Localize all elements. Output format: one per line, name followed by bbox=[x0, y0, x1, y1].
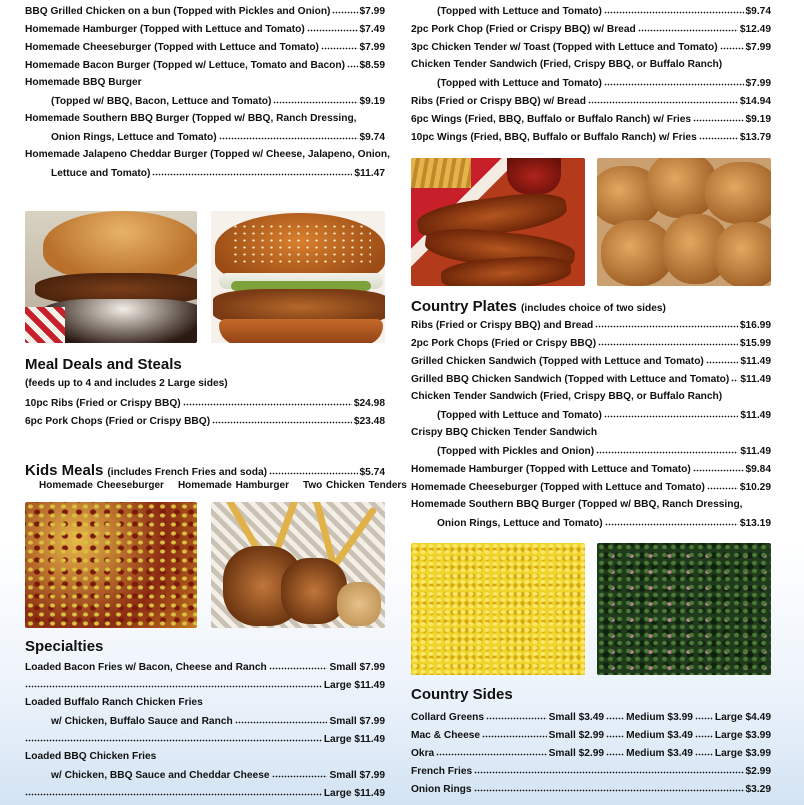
menu-item: 2pc Pork Chops (Fried or Crispy BBQ) $15.99 bbox=[411, 334, 771, 352]
menu-item: Homemade Jalapeno Cheddar Burger (Topped w/ Cheese, Jalapeno, Onion, bbox=[25, 149, 390, 160]
menu-item: Homemade BBQ Burger bbox=[25, 77, 142, 88]
kids-meals-header: Kids Meals (includes French Fries and soda) $5.74 bbox=[25, 460, 385, 482]
menu-item: 10pc Ribs (Fried or Crispy BBQ) $24.98 bbox=[25, 394, 385, 412]
menu-item: (Topped w/ BBQ, Bacon, Lettuce and Tomato) $9.19 bbox=[25, 92, 385, 110]
mac-and-cheese-photo bbox=[411, 543, 585, 675]
menu-item: Homemade Hamburger (Topped with Lettuce and Tomato) $9.84 bbox=[411, 460, 771, 478]
menu-item: Ribs (Fried or Crispy BBQ) w/ Bread $14.94 bbox=[411, 92, 771, 110]
menu-item: 6pc Pork Chops (Fried or Crispy BBQ) $23.48 bbox=[25, 412, 385, 430]
menu-item: 3pc Chicken Tender w/ Toast (Topped with Lettuce and Tomato) $7.99 bbox=[411, 38, 771, 56]
menu-item: 6pc Wings (Fried, BBQ, Buffalo or Buffalo Ranch) w/ Fries $9.19 bbox=[411, 110, 771, 128]
chicken-and-fries-photo bbox=[211, 502, 385, 628]
menu-item: Homemade Bacon Burger (Topped w/ Lettuce, Tomato and Bacon) $8.59 bbox=[25, 56, 385, 74]
menu-item: Grilled Chicken Sandwich (Topped with Lettuce and Tomato) $11.49 bbox=[411, 352, 771, 370]
menu-item: Loaded BBQ Chicken Fries bbox=[25, 751, 157, 762]
menu-item: Chicken Tender Sandwich (Fried, Crispy BBQ, or Buffalo Ranch) bbox=[411, 59, 723, 70]
menu-item: Onion Rings, Lettuce and Tomato) $13.19 bbox=[411, 514, 771, 532]
menu-item: BBQ Grilled Chicken on a bun (Topped with Pickles and Onion) $7.99 bbox=[25, 2, 385, 20]
section-sub: (includes choice of two sides) bbox=[521, 303, 666, 314]
menu-item: Large $11.49 bbox=[25, 784, 385, 802]
menu-item: (Topped with Lettuce and Tomato) $7.99 bbox=[411, 74, 771, 92]
kids-meal-options: Homemade Cheeseburger Homemade Hamburger Two Chicken Tenders bbox=[39, 480, 407, 491]
menu-item: Loaded Bacon Fries w/ Bacon, Cheese and Ranch Small $7.99 bbox=[25, 658, 385, 676]
bacon-fries-photo bbox=[25, 502, 197, 628]
menu-item: Homemade Southern BBQ Burger (Topped w/ BBQ, Ranch Dressing, bbox=[411, 499, 743, 510]
section-note: (feeds up to 4 and includes 2 Large sides) bbox=[25, 378, 228, 389]
menu-item: w/ Chicken, Buffalo Sauce and Ranch Small $7.99 bbox=[25, 712, 385, 730]
section-sub: (includes French Fries and soda) bbox=[107, 467, 268, 478]
side-item: Collard Greens Small $3.49 Medium $3.99 Large $4.49 bbox=[411, 708, 771, 726]
menu-item: Grilled BBQ Chicken Sandwich (Topped with Lettuce and Tomato) $11.49 bbox=[411, 370, 771, 388]
menu-item: w/ Chicken, BBQ Sauce and Cheddar Cheese Small $7.99 bbox=[25, 766, 385, 784]
menu-item: (Topped with Lettuce and Tomato) $9.74 bbox=[411, 2, 771, 20]
burger-photo bbox=[25, 211, 197, 343]
side-item: French Fries $2.99 bbox=[411, 762, 771, 780]
menu-item: Ribs (Fried or Crispy BBQ) and Bread $16.99 bbox=[411, 316, 771, 334]
section-title-meal-deals: Meal Deals and Steals bbox=[25, 356, 182, 373]
section-title-country-sides: Country Sides bbox=[411, 686, 513, 703]
side-item: Onion Rings $3.29 bbox=[411, 780, 771, 798]
fried-chicken-photo bbox=[597, 158, 771, 286]
chicken-sandwich-photo bbox=[211, 211, 385, 343]
menu-item: Onion Rings, Lettuce and Tomato) $9.74 bbox=[25, 128, 385, 146]
menu-item: 2pc Pork Chop (Fried or Crispy BBQ) w/ Bread $12.49 bbox=[411, 20, 771, 38]
menu-item: 10pc Wings (Fried, BBQ, Buffalo or Buffalo Ranch) w/ Fries $13.79 bbox=[411, 128, 771, 146]
menu-item: (Topped with Lettuce and Tomato) $11.49 bbox=[411, 406, 771, 424]
menu-item: Lettuce and Tomato) $11.47 bbox=[25, 164, 385, 182]
menu-item: Loaded Buffalo Ranch Chicken Fries bbox=[25, 697, 203, 708]
section-title-country-plates: Country Plates (includes choice of two sides) bbox=[411, 298, 666, 315]
section-title-kids-meals: Kids Meals bbox=[25, 462, 104, 479]
side-item: Okra Small $2.99 Medium $3.49 Large $3.99 bbox=[411, 744, 771, 762]
section-title-specialties: Specialties bbox=[25, 638, 104, 655]
collard-greens-photo bbox=[597, 543, 771, 675]
menu-item: Homemade Hamburger (Topped with Lettuce and Tomato) $7.49 bbox=[25, 20, 385, 38]
chicken-tenders-photo bbox=[411, 158, 585, 286]
menu-item: Crispy BBQ Chicken Tender Sandwich bbox=[411, 427, 598, 438]
side-item: Mac & Cheese Small $2.99 Medium $3.49 Large $3.99 bbox=[411, 726, 771, 744]
menu-item: Homemade Cheeseburger (Topped with Lettuce and Tomato) $7.99 bbox=[25, 38, 385, 56]
menu-item: Homemade Southern BBQ Burger (Topped w/ BBQ, Ranch Dressing, bbox=[25, 113, 357, 124]
menu-item: Large $11.49 bbox=[25, 676, 385, 694]
menu-item: Large $11.49 bbox=[25, 730, 385, 748]
menu-item: Chicken Tender Sandwich (Fried, Crispy BBQ, or Buffalo Ranch) bbox=[411, 391, 723, 402]
menu-item: (Topped with Pickles and Onion) $11.49 bbox=[411, 442, 771, 460]
menu-item: Homemade Cheeseburger (Topped with Lettuce and Tomato) $10.29 bbox=[411, 478, 771, 496]
